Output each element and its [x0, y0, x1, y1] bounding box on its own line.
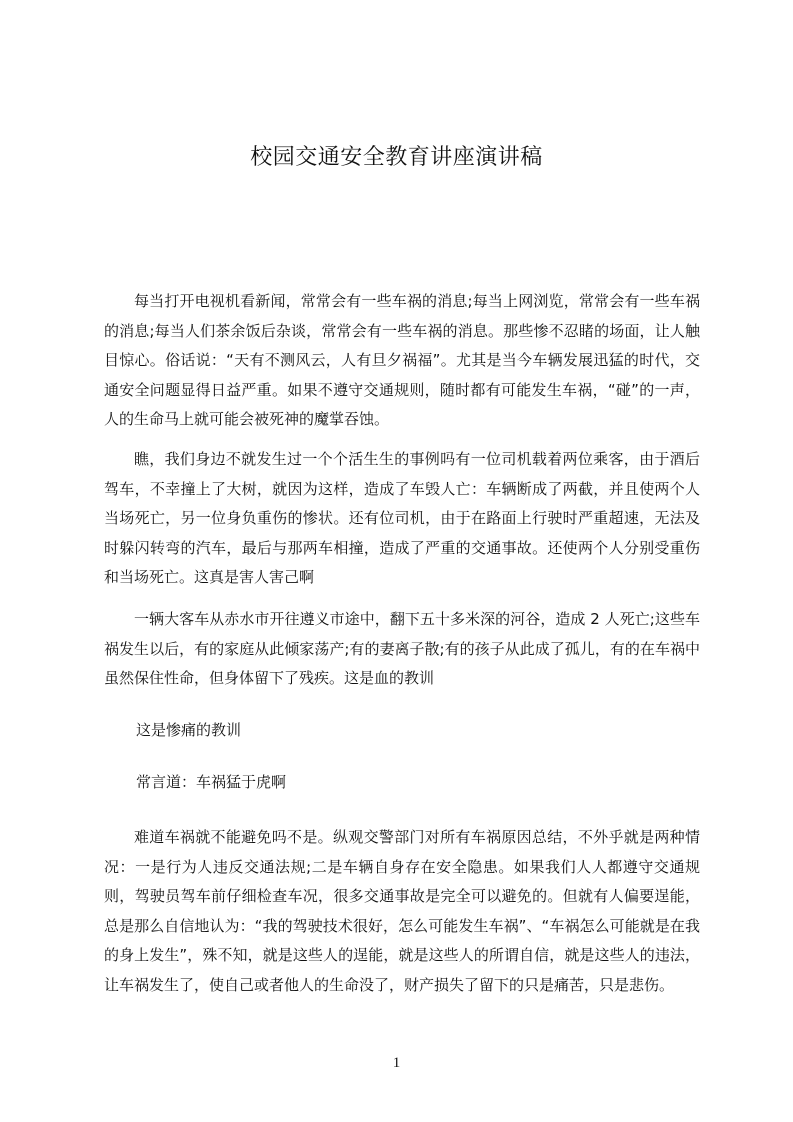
paragraph-4: 这是惨痛的教训	[136, 721, 242, 739]
page-title: 校园交通安全教育讲座演讲稿	[250, 145, 543, 170]
paragraph-2: 瞧，我们身边不就发生过一个个活生生的事例吗有一位司机载着两位乘客，由于酒后驾车，不幸撞上了大树，就因为这样，造成了车毁人亡：车辆断成了两截，并且使两个人当场死亡，另一位身负重伤的惨状。还有位司机，由于在路面上行驶时严重超速，无法及时躲闪转弯的汽车，最后与那两车相撞，造成了严重的交通事故。还使两个人分别受重伤和当场死亡。这真是害人害己啊	[104, 450, 700, 587]
page-number: 1	[392, 1055, 401, 1071]
paragraph-5: 常言道：车祸猛于虎啊	[136, 773, 287, 791]
paragraph-1: 每当打开电视机看新闻，常常会有一些车祸的消息;每当上网浏览，常常会有一些车祸的消息;每当人们茶余饭后杂谈，常常会有一些车祸的消息。那些惨不忍睹的场面，让人触目惊心。俗话说：“天有不测风云，人有旦夕祸福”。尤其是当今车辆发展迅猛的时代，交通安全问题显得日益严重。如果不遵守交通规则，随时都有可能发生车祸，“碰”的一声，人的生命马上就可能会被死神的魔掌吞蚀。	[104, 292, 700, 429]
paragraph-6: 难道车祸就不能避免吗不是。纵观交警部门对所有车祸原因总结，不外乎就是两种情况：一是行为人违反交通法规;二是车辆自身存在安全隐患。如果我们人人都遵守交通规则，驾驶员驾车前仔细检查车况，很多交通事故是完全可以避免的。但就有人偏要逞能，总是那么自信地认为：“我的驾驶技术很好，怎么可能发生车祸”、“车祸怎么可能就是在我的身上发生”，殊不知，就是这些人的逞能，就是这些人的所谓自信，就是这些人的违法，让车祸发生了，使自己或者他人的生命没了，财产损失了留下的只是痛苦，只是悲伤。	[104, 828, 700, 994]
paragraph-3: 一辆大客车从赤水市开往遵义市途中，翻下五十多米深的河谷，造成 2 人死亡;这些车祸发生以后，有的家庭从此倾家荡产;有的妻离子散;有的孩子从此成了孤儿，有的在车祸中虽然保住性命，但身体留下了残疾。这是血的教训	[104, 610, 700, 688]
